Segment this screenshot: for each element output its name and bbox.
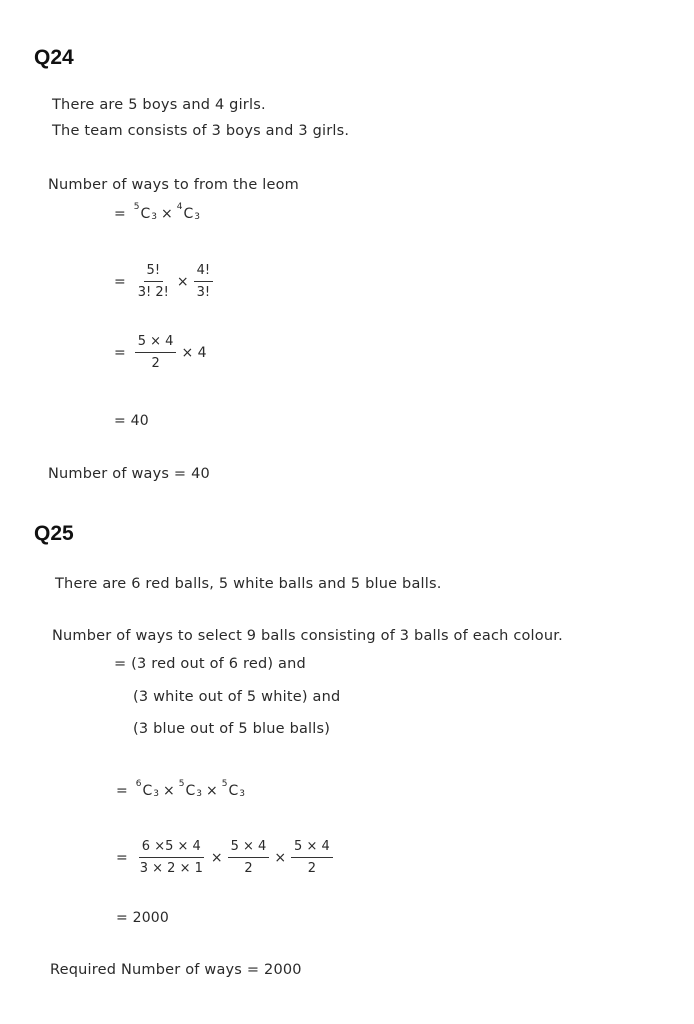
equals-sign: =	[114, 273, 126, 290]
times-sign: ×	[205, 783, 218, 799]
q25-condition-white: (3 white out of 5 white) and	[133, 689, 341, 705]
q24-statement-2: The team consists of 3 boys and 3 girls.	[52, 123, 350, 139]
q25-condition-red: = (3 red out of 6 red) and	[114, 656, 306, 672]
denominator: 2	[244, 861, 253, 876]
times-sign: ×	[176, 273, 189, 290]
fraction-5x4-over-2-blue	[291, 838, 333, 877]
q24-step-value: = 40	[114, 413, 149, 429]
combination-6c3: $^6$ C $_3$	[135, 779, 159, 799]
q25-title: Q25	[34, 522, 74, 545]
equals-sign: =	[114, 344, 126, 361]
q24-statement-1: There are 5 boys and 4 girls.	[52, 97, 266, 113]
comb-n: 5	[133, 202, 140, 212]
times-sign: ×	[162, 783, 175, 799]
equals-sign: =	[116, 849, 128, 866]
q25-step-value: = 2000	[116, 910, 170, 926]
denominator: 3 × 2 × 1	[139, 861, 203, 876]
comb-r: 3	[151, 212, 157, 222]
q25-step-combination	[116, 779, 245, 799]
equals-sign: =	[116, 783, 128, 799]
numerator: 4!	[194, 262, 213, 282]
comb-n: 4	[176, 202, 183, 212]
comb-r: 3	[194, 212, 200, 222]
numerator: 5 × 4	[291, 838, 333, 858]
times-sign: ×	[160, 206, 173, 222]
denominator: 3! 2!	[137, 285, 169, 300]
q25-result: Required Number of ways = 2000	[50, 962, 302, 978]
times-sign: ×	[274, 849, 287, 866]
q24-step-combination	[114, 202, 200, 222]
q24-step-factorials	[114, 262, 214, 301]
denominator: 2	[151, 356, 160, 371]
comb-r: 3	[196, 789, 202, 799]
combination-5c3-blue: $^5$ C $_3$	[221, 779, 245, 799]
fraction-6x5x4-over-3x2x1	[137, 838, 206, 877]
numerator: 6 ×5 × 4	[139, 838, 204, 858]
fraction-5-fact	[135, 262, 172, 301]
numerator: 5 × 4	[135, 333, 177, 353]
comb-n: 6	[135, 779, 142, 789]
fraction-5x4-over-2	[135, 333, 177, 372]
q25-intro: Number of ways to select 9 balls consisting of 3 balls of each colour.	[52, 628, 563, 644]
times-sign: ×	[210, 849, 223, 866]
q25-condition-blue: (3 blue out of 5 blue balls)	[133, 721, 331, 737]
times-four: × 4	[181, 344, 207, 361]
q25-statement: There are 6 red balls, 5 white balls and 5 blue balls.	[55, 576, 442, 592]
fraction-4-fact	[194, 262, 213, 301]
denominator: 2	[307, 861, 317, 876]
denominator: 3!	[196, 285, 211, 300]
q25-step-fractions	[116, 838, 334, 877]
numerator: 5 × 4	[228, 838, 270, 858]
combination-5c3-white: $^5$ C $_3$	[178, 779, 202, 799]
combination-4c3: $^4$ C $_3$	[176, 202, 200, 222]
numerator: 5!	[144, 262, 163, 282]
comb-n: 5	[221, 779, 228, 789]
q24-title: Q24	[34, 46, 74, 69]
combination-5c3: $^5$ C $_3$	[133, 202, 157, 222]
fraction-5x4-over-2-white	[228, 838, 270, 877]
comb-r: 3	[153, 789, 159, 799]
q24-step-simplify	[114, 333, 211, 372]
equals-sign: =	[114, 206, 126, 222]
q24-result: Number of ways = 40	[48, 466, 210, 482]
comb-r: 3	[239, 789, 245, 799]
comb-n: 5	[178, 779, 185, 789]
q24-intro: Number of ways to from the leom	[48, 177, 300, 193]
